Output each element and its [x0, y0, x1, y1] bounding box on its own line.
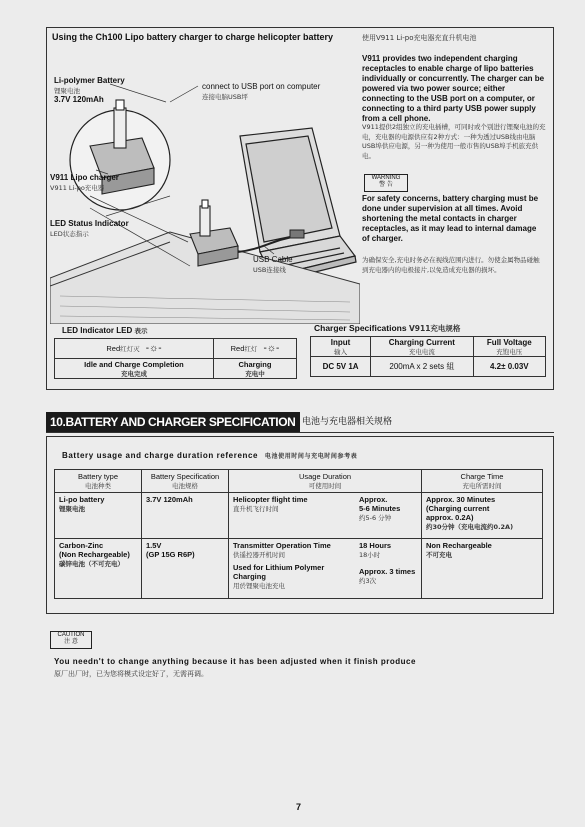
warning-badge	[364, 174, 408, 192]
led-status-label: LED Status Indicator	[50, 219, 129, 228]
row2-charge	[422, 539, 543, 599]
red-off-label-cn: 红灯灭	[120, 345, 140, 353]
description-paragraph-cn: V911提供2组独立的充电插槽，可同时或个别进行锂聚电池的充电，充电器的电源供应有2种方式：一种为透过USB线由电脑USB埠供应电源，另一种为使用一般市售的USB埠手机旅充供电。	[362, 123, 546, 160]
li-polymer-spec: 3.7V 120mAh	[54, 95, 104, 104]
row1-duration	[355, 493, 422, 539]
header-charge-time	[422, 470, 543, 493]
row2-spec	[142, 539, 229, 599]
battery-usage-table	[54, 469, 543, 599]
usb-cable-label: USB Cable	[253, 255, 293, 264]
led-indicator-title-cn: 表示	[134, 327, 148, 335]
header-battery-spec-cn: 电池规格	[172, 482, 198, 490]
section-title-cn: 使用V911 Li-po充电器充直升机电池	[362, 34, 477, 42]
caution-text-cn: 原厂出厂时，已为您将模式设定好了，无需再调。	[54, 670, 208, 678]
row1-spec: 3.7V 120mAh	[142, 493, 229, 539]
row1-usage	[229, 493, 356, 539]
row1-type	[55, 493, 142, 539]
header-usage-text: Usage Duration	[298, 472, 352, 481]
led-indicator-title	[62, 326, 147, 336]
row1-usage-text: Helicopter flight time	[233, 495, 308, 504]
idle-cell	[55, 359, 214, 379]
section-title: Using the Ch100 Lipo battery charger to charge helicopter battery	[52, 32, 334, 42]
spec-header-voltage-cn: 充饱电压	[496, 347, 523, 356]
section-banner-cn: 电池与充电器相关规格	[302, 417, 393, 427]
battery-table-subtitle	[62, 451, 357, 462]
red-on-label-cn: 红灯	[244, 345, 258, 353]
row2-type	[55, 539, 142, 599]
spec-header-voltage-text: Full Voltage	[486, 337, 532, 347]
connect-usb-label: connect to USB port on computer	[202, 82, 321, 91]
li-polymer-label-cn: 锂聚电池	[54, 87, 80, 95]
row2-usage2-cn: 用於锂聚电池充电	[233, 582, 285, 590]
row1-charge-text2: (Charging current	[426, 504, 490, 513]
row2-spec-text2: (GP 15G R6P)	[146, 550, 195, 559]
spec-header-current	[371, 337, 473, 357]
header-battery-spec-text: Battery Specification	[150, 472, 220, 481]
spec-header-input-text: Input	[330, 337, 351, 347]
row1-charge-text: Approx. 30 Minutes	[426, 495, 496, 504]
charger-spec-title	[314, 323, 460, 334]
row1-type-text: Li-po battery	[59, 495, 105, 504]
row1-charge	[422, 493, 543, 539]
spec-value-current: 200mA x 2 sets 組	[371, 357, 473, 377]
led-red-on-cell	[213, 339, 296, 359]
row2-type-cn: 碳锌电池（不可充电）	[59, 560, 124, 568]
header-battery-type-cn: 电池种类	[85, 482, 111, 490]
header-charge-time-cn: 充电所需时间	[462, 482, 502, 490]
row2-spec-text: 1.5V	[146, 541, 162, 550]
charging-cell	[213, 359, 296, 379]
battery-table-subtitle-cn: 电池使用时间与充电时间参考表	[264, 453, 358, 460]
row1-charge-cn: 约30分钟（充电电流约0.2A)	[426, 523, 514, 531]
charging-label: Charging	[238, 359, 272, 369]
red-on-label: Red	[230, 344, 245, 353]
row2-type-text: Carbon-Zinc	[59, 541, 104, 550]
row2-dur2-cn: 约3次	[359, 577, 377, 585]
header-charge-time-text: Charge Time	[460, 472, 504, 481]
row2-usage2: Used for Lithium Polymer Charging	[233, 563, 325, 581]
header-usage	[229, 470, 422, 493]
spec-header-current-text: Charging Current	[388, 337, 455, 347]
idle-label-cn: 充电完成	[120, 369, 147, 378]
row2-charge-text: Non Rechargeable	[426, 541, 492, 550]
spec-header-input-cn: 输入	[334, 347, 348, 356]
row2-usage1-cn: 供遥控器开机时间	[233, 551, 285, 559]
red-off-label: Red	[106, 344, 121, 353]
description-paragraph: V911 provides two independent charging receptacles to enable charge of lipo batteries individually or concurrently. The charger can be powered via two power source; either connecting to the USB port on a computer, or connecting to a third party USB power supply from a cell phone.	[362, 54, 545, 123]
led-status-label-cn: LED状态指示	[50, 230, 89, 238]
charging-label-cn: 充电中	[245, 369, 265, 378]
connect-usb-label-cn: 连接电脑USB坪	[202, 93, 248, 101]
header-battery-type-text: Battery type	[77, 472, 119, 481]
idle-label: Idle and Charge Completion	[84, 359, 184, 369]
usb-cable-label-cn: USB连接线	[253, 266, 286, 274]
charger-spec-title-cn: V911充电规格	[408, 324, 461, 333]
page-number: 7	[296, 802, 302, 812]
section-banner: 10.BATTERY AND CHARGER SPECIFICATION	[46, 412, 300, 432]
row2-dur1: 18 Hours	[359, 541, 392, 550]
row1-charge-text3: approx. 0.2A)	[426, 513, 474, 522]
row1-usage-cn: 直升机飞行时间	[233, 505, 279, 513]
led-off-icon: -☼-	[145, 343, 162, 354]
charger-spec-table	[310, 336, 546, 377]
warning-badge-text-cn: 警 告	[379, 182, 393, 188]
spec-header-input	[311, 337, 371, 357]
caution-badge-text: CAUTION	[57, 632, 85, 638]
led-indicator-table	[54, 338, 297, 379]
row2-duration	[355, 539, 422, 599]
spec-value-input: DC 5V 1A	[311, 357, 371, 377]
header-battery-spec	[142, 470, 229, 493]
spec-header-current-cn: 充电电流	[408, 347, 435, 356]
row2-dur2: Approx. 3 times	[359, 567, 416, 576]
row2-usage	[229, 539, 356, 599]
spec-value-voltage: 4.2± 0.03V	[473, 357, 545, 377]
row1-minutes: 5-6 Minutes	[359, 504, 401, 513]
li-polymer-label: Li-polymer Battery	[54, 76, 125, 85]
led-red-off-cell	[55, 339, 214, 359]
caution-badge-text-cn: 注 意	[64, 639, 78, 645]
header-usage-cn: 可使用时间	[308, 482, 342, 490]
caution-badge	[50, 631, 92, 649]
v911-charger-label: V911 Lipo charger	[50, 173, 119, 182]
row1-minutes-cn: 约5-6 分钟	[359, 514, 392, 522]
header-battery-type	[55, 470, 142, 493]
warning-paragraph: For safety concerns, battery charging must be done under supervision at all times. Avoid shortening the metal contacts in charger receptacles, as it may lead to internal damage of charger.	[362, 194, 539, 243]
row1-approx: Approx.	[359, 495, 388, 504]
led-on-icon: -☼-	[263, 343, 280, 354]
row1-type-cn: 锂聚电池	[59, 505, 85, 513]
battery-table-subtitle-text: Battery usage and charge duration reference	[62, 451, 259, 460]
banner-rule	[46, 432, 554, 433]
caution-text: You needn't to change anything because it has been adjusted when it finish produce	[54, 657, 416, 666]
row2-usage1: Transmitter Operation Time	[233, 541, 331, 550]
charger-spec-title-text: Charger Specifications	[314, 323, 407, 333]
row2-charge-cn: 不可充电	[426, 551, 452, 559]
warning-paragraph-cn: 为确保安全,充电时务必在视线范围内进行。勿使金属物品碰触到充电器内的电极接片,以免造成充电器的损坏。	[362, 256, 540, 274]
spec-header-voltage	[473, 337, 545, 357]
v911-charger-label-cn: V911 Li-po充电器	[50, 184, 105, 192]
led-indicator-title-text: LED Indicator LED	[62, 326, 133, 335]
row2-type-text2: (Non Rechargeable)	[59, 550, 130, 559]
row2-dur1-cn: 18小时	[359, 551, 381, 559]
warning-badge-text: WARNING	[371, 175, 401, 181]
